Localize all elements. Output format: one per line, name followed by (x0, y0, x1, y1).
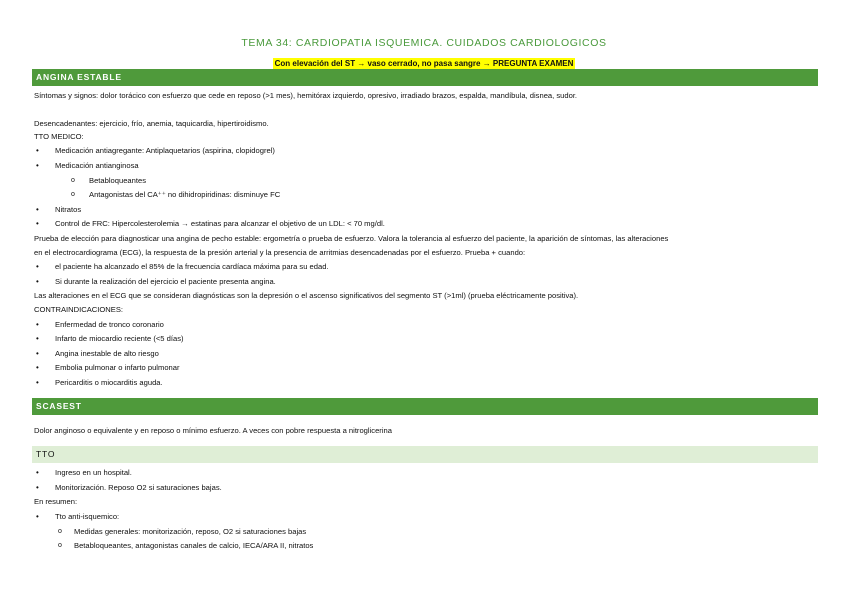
bullet-icon: • (36, 320, 39, 329)
list-subitem: Antagonistas del CA⁺⁺ no dihidropiridinas: disminuye FC (89, 190, 281, 199)
ecg-text: Las alteraciones en el ECG que se consideran diagnósticas son la depresión o el ascenso significativos del segmento ST (>1ml) (prueba eléctricamente positiva). (34, 291, 579, 300)
circle-bullet-icon: o (71, 191, 75, 198)
list-item: Tto anti-isquemico: (55, 512, 120, 521)
list-item: Embolia pulmonar o infarto pulmonar (55, 363, 180, 372)
list-item: Medicación antianginosa (55, 161, 139, 170)
circle-bullet-icon: o (71, 177, 75, 184)
bullet-icon: • (36, 205, 39, 214)
section-heading-scasest: SCASEST (32, 398, 818, 415)
bullet-icon: • (36, 378, 39, 387)
bullet-icon: • (36, 483, 39, 492)
list-item: Enfermedad de tronco coronario (55, 320, 164, 329)
bullet-icon: • (36, 277, 39, 286)
symptoms-text: Síntomas y signos: dolor torácico con esfuerzo que cede en reposo (>1 mes), hemitórax izquierdo, opresivo, irradiado brazos, espalda, mandíbula, disnea, sudor. (34, 91, 578, 100)
tto-label: TTO MEDICO: (34, 132, 84, 141)
scasest-description: Dolor anginoso o equivalente y en reposo o mínimo esfuerzo. A veces con pobre respuesta a nitroglicerina (34, 426, 392, 435)
test-text-line2: en el electrocardiograma (ECG), la respuesta de la presión arterial y la presencia de arritmias desencadenadas por el esfuerzo. Prueba + cuando: (34, 248, 526, 257)
bullet-icon: • (36, 161, 39, 170)
bullet-icon: • (36, 262, 39, 271)
list-item: Angina inestable de alto riesgo (55, 349, 159, 358)
list-item: Monitorización. Reposo O2 si saturaciones bajas. (55, 483, 222, 492)
page-title: TEMA 34: CARDIOPATIA ISQUEMICA. CUIDADOS CARDIOLOGICOS (241, 37, 607, 49)
contraindications-label: CONTRAINDICACIONES: (34, 305, 124, 314)
list-item: Medicación antiagregante: Antiplaquetarios (aspirina, clopidogrel) (55, 146, 275, 155)
bullet-icon: • (36, 468, 39, 477)
bullet-icon: • (36, 512, 39, 521)
bullet-icon: • (36, 349, 39, 358)
bullet-icon: • (36, 146, 39, 155)
list-item: Pericarditis o miocarditis aguda. (55, 378, 163, 387)
section-heading-angina: ANGINA ESTABLE (32, 69, 818, 86)
triggers-text: Desencadenantes: ejercicio, frío, anemia, taquicardia, hipertiroidismo. (34, 119, 269, 128)
list-item: Si durante la realización del ejercicio el paciente presenta angina. (55, 277, 276, 286)
exam-highlight: Con elevación del ST → vaso cerrado, no pasa sangre → PREGUNTA EXAMEN (274, 59, 574, 68)
list-subitem: Medidas generales: monitorización, reposo, O2 si saturaciones bajas (74, 527, 307, 536)
subsection-heading-tto: TTO (32, 446, 818, 463)
bullet-icon: • (36, 334, 39, 343)
bullet-icon: • (36, 219, 39, 228)
list-subitem: Betabloqueantes (89, 176, 147, 185)
list-item: el paciente ha alcanzado el 85% de la frecuencia cardíaca máxima para su edad. (55, 262, 329, 271)
bullet-icon: • (36, 363, 39, 372)
summary-label: En resumen: (34, 497, 78, 506)
list-item: Infarto de miocardio reciente (<5 días) (55, 334, 184, 343)
list-item: Nitratos (55, 205, 82, 214)
circle-bullet-icon: o (58, 528, 62, 535)
circle-bullet-icon: o (58, 542, 62, 549)
list-item: Control de FRC: Hipercolesterolemia → estatinas para alcanzar el objetivo de un LDL: < 70 mg/dl. (55, 219, 385, 228)
list-subitem: Betabloqueantes, antagonistas canales de calcio, IECA/ARA II, nitratos (74, 541, 314, 550)
test-text-line1: Prueba de elección para diagnosticar una angina de pecho estable: ergometría o prueba de esfuerzo. Valora la tolerancia al esfuerzo del paciente, la aparición de síntomas, las alteraciones (34, 234, 669, 243)
list-item: Ingreso en un hospital. (55, 468, 132, 477)
